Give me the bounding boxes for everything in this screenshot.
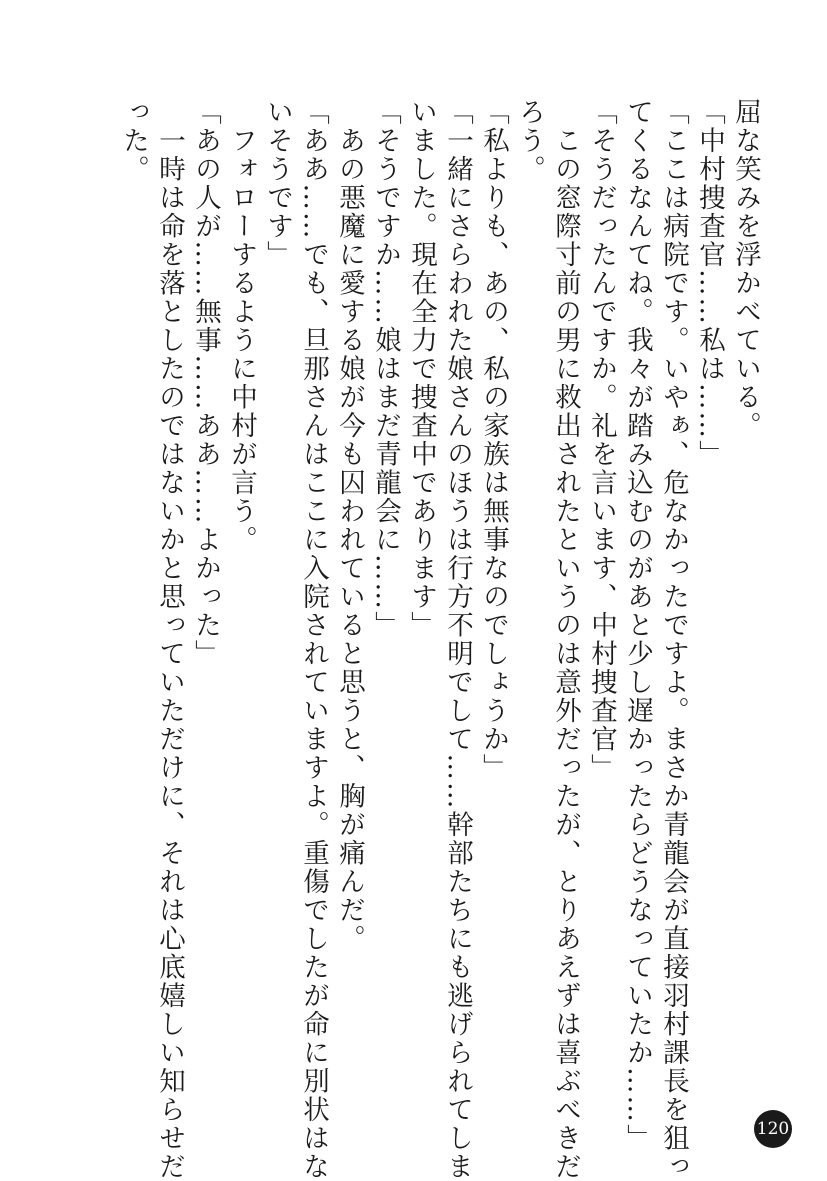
- text-line: 「中村捜査官……私は……」: [694, 98, 725, 469]
- text-line: 「そうだったんですか。礼を言います、中村捜査官」: [586, 98, 617, 782]
- text-line: 「そうですか……娘はまだ青龍会に……」: [370, 98, 401, 640]
- text-line: この窓際寸前の男に救出されたというのは意外だったが、とりあえずは喜ぶべきだ: [550, 98, 581, 1181]
- body-text: [115, 98, 763, 1181]
- text-line: 「ここは病院です。いやぁ、危なかったですよ。まさか青龍会が直接羽村課長を狙っ: [658, 98, 689, 1181]
- text-line: あの悪魔に愛する娘が今も囚われていると思うと、胸が痛んだ。: [334, 98, 365, 953]
- text-line: 一時は命を落としたのではないかと思っていただけに、それは心底嬉しい知らせだ: [154, 98, 185, 1181]
- text-line: った。: [118, 98, 149, 184]
- text-line: 屈な笑みを浮かべている。: [730, 98, 761, 440]
- text-line: ろう。: [514, 98, 545, 184]
- text-line: いそうです」: [262, 98, 293, 269]
- text-line: いました。現在全力で捜査中であります」: [406, 98, 437, 640]
- page-number-badge: 120: [754, 1110, 792, 1148]
- text-line: フォローするように中村が言う。: [226, 98, 257, 554]
- text-line: 「ああ……でも、旦那さんはここに入院されていますよ。重傷でしたが命に別状はな: [298, 98, 329, 1181]
- text-line: 「私よりも、あの、私の家族は無事なのでしょうか」: [478, 98, 509, 782]
- text-line: てくるなんてね。我々が踏み込むのがあと少し遅かったらどうなっていたか……」: [622, 98, 653, 1153]
- text-line: 「あの人が……無事……ああ……よかった」: [190, 98, 221, 668]
- text-line: 「一緒にさらわれた娘さんのほうは行方不明でして……幹部たちにも逃げられてしま: [442, 98, 473, 1181]
